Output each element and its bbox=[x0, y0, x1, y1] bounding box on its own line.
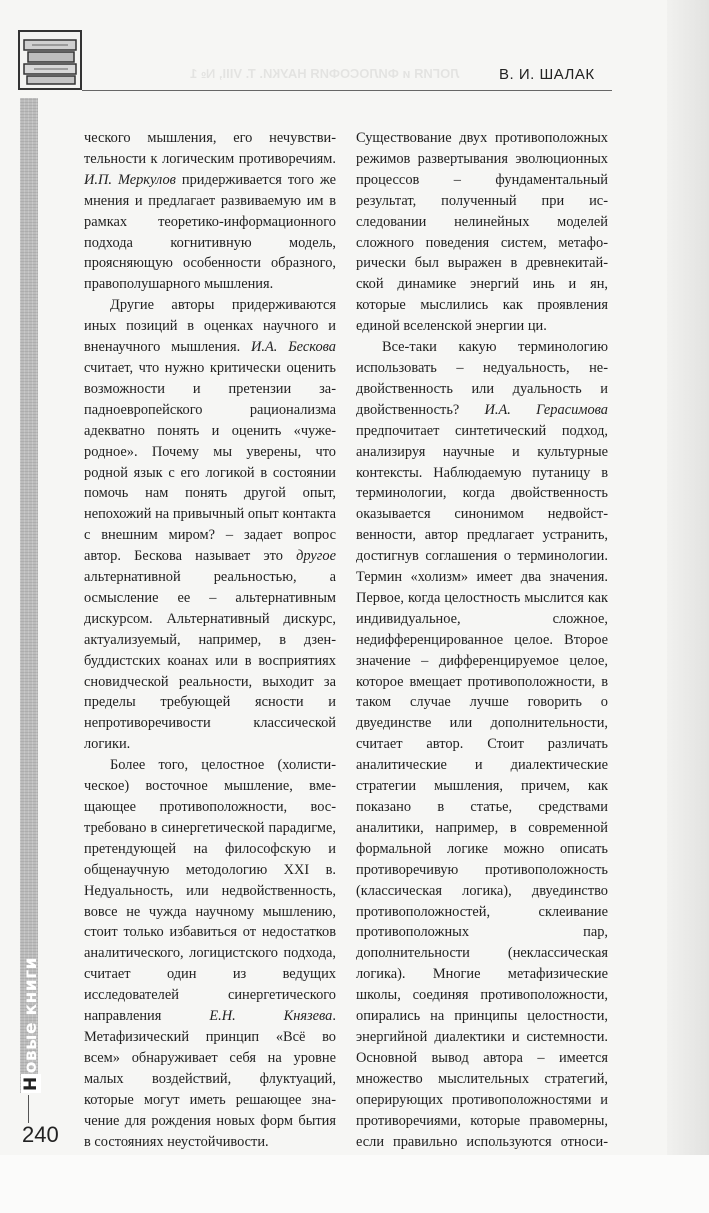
running-head-author: В. И. ШАЛАК bbox=[499, 66, 595, 83]
paragraph: Более того, целостное (холистическое) восточное мышление, вмещающее противоположности, востребовано в синергетической парадигме, претендующей на философскую и общенаучную методологию XXI в. Недуальность, или недвойственность, вовсе не чужда научному мышлению, стоит только избавиться от недостатков аналитического, логицистского подхода, считает один из ведущих исследователей синергетического направления Е.Н. Князева. Метафизический принцип «Всё во всем» обнаруживает себя на уровне малых воздействий, флуктуаций, которые могут иметь решающее значение для рождения новых форм бытия в состояниях неустойчивости. bbox=[84, 757, 336, 1150]
paragraph: ческого мышления, его нечувствительности к логическим противоречиям. И.П. Меркулов придерживается того же мнения и предлагает развиваемую им в рамках теоретико-информационного подхода когнитивную модель, проясняющую особенности образного, правополушарного мышления. bbox=[84, 130, 336, 293]
page-edge-shadow bbox=[667, 0, 709, 1213]
paragraph: Другие авторы придерживаются иных позиций в оценках научного и вненаучного мышления. И.А. Бескова считает, что нужно критически оценить возможности и претензии западноевропейского рационализма адекватно понять и оценить «чужеродное». Почему мы уверены, что родной язык с его логикой в состоянии помочь нам понять другой опыт, непохожий на привычный опыт контакта с внешним миром? – задает вопрос автор. Бескова называет это другое альтернативной реальностью, а осмысление ее – альтернативным дискурсом. Альтернативный дискурс, актуализуемый, например, в дзенбуддистских коанах или в восприятиях сновидческой реальности, выходит за пределы требующей ясности и непротиворечивости классической логики. bbox=[84, 297, 336, 753]
page-number: 240 bbox=[22, 1122, 59, 1147]
side-decorative-strip bbox=[20, 98, 38, 1093]
paragraph: Все-таки какую терминологию использовать – недуальность, недвойственность или дуальность и двойственность? И.А. Герасимова предпочитает синтетический подход, анализируя научные и культурные контексты. Наблюдаемую путаницу в терминологии, когда двойственность оказывается синонимом недвойственности, автор предлагает устранить, достигнув соглашения о терминологии. Термин «холизм» имеет два значения. Первое, когда целостность мыслится как индивидуальное, сложное, недифференцированное целое. Второе значение – дифференцируемое целое, которое вмещает противоположности, в таком случае лучше говорить о двуединстве или дополнительности, считает автор. Стоит различать аналитические и диалектические стратегии мышления, причем, как показано в статье, средствами аналитики, например, в современной формальной логике можно описать противоречивую противоположность (классическая логика), двуединство противоположностей, склеивание противоположных пар, дополнительности (неклассическая логика). Многие метафизические школы, соединяя противоположности, опирались на принципы целостности, энергийной диалектики и системности. Основной вывод автора – имеется множество мыслительных стратегий, оперирующих противоположностями и противоречиями, которые правомерны, если правильно используются относи- bbox=[356, 339, 608, 1150]
paragraph: Существование двух противоположных режимов развертывания эволюционных процессов – фундаментальный результат, полученный при исследовании нелинейных моделей сложного поведения систем, метафорически был выражен в древнекитайской динамике энергий инь и ян, которые мыслились как проявления единой вселенской энергии ци. bbox=[356, 130, 608, 335]
show-through-text: ЛОГИЯ и ФИЛОСОФИЯ НАУКИ. Т. VIII, № 1 bbox=[190, 66, 460, 81]
section-label bbox=[21, 957, 41, 1093]
bottom-margin bbox=[0, 1155, 709, 1213]
books-icon bbox=[18, 30, 82, 90]
side-divider bbox=[28, 1095, 29, 1123]
header-rule bbox=[82, 90, 612, 91]
section-label-text: овые книги bbox=[21, 957, 41, 1074]
right-column bbox=[356, 128, 608, 1152]
section-label-initial: Н bbox=[21, 1076, 41, 1091]
left-column bbox=[84, 128, 336, 1152]
